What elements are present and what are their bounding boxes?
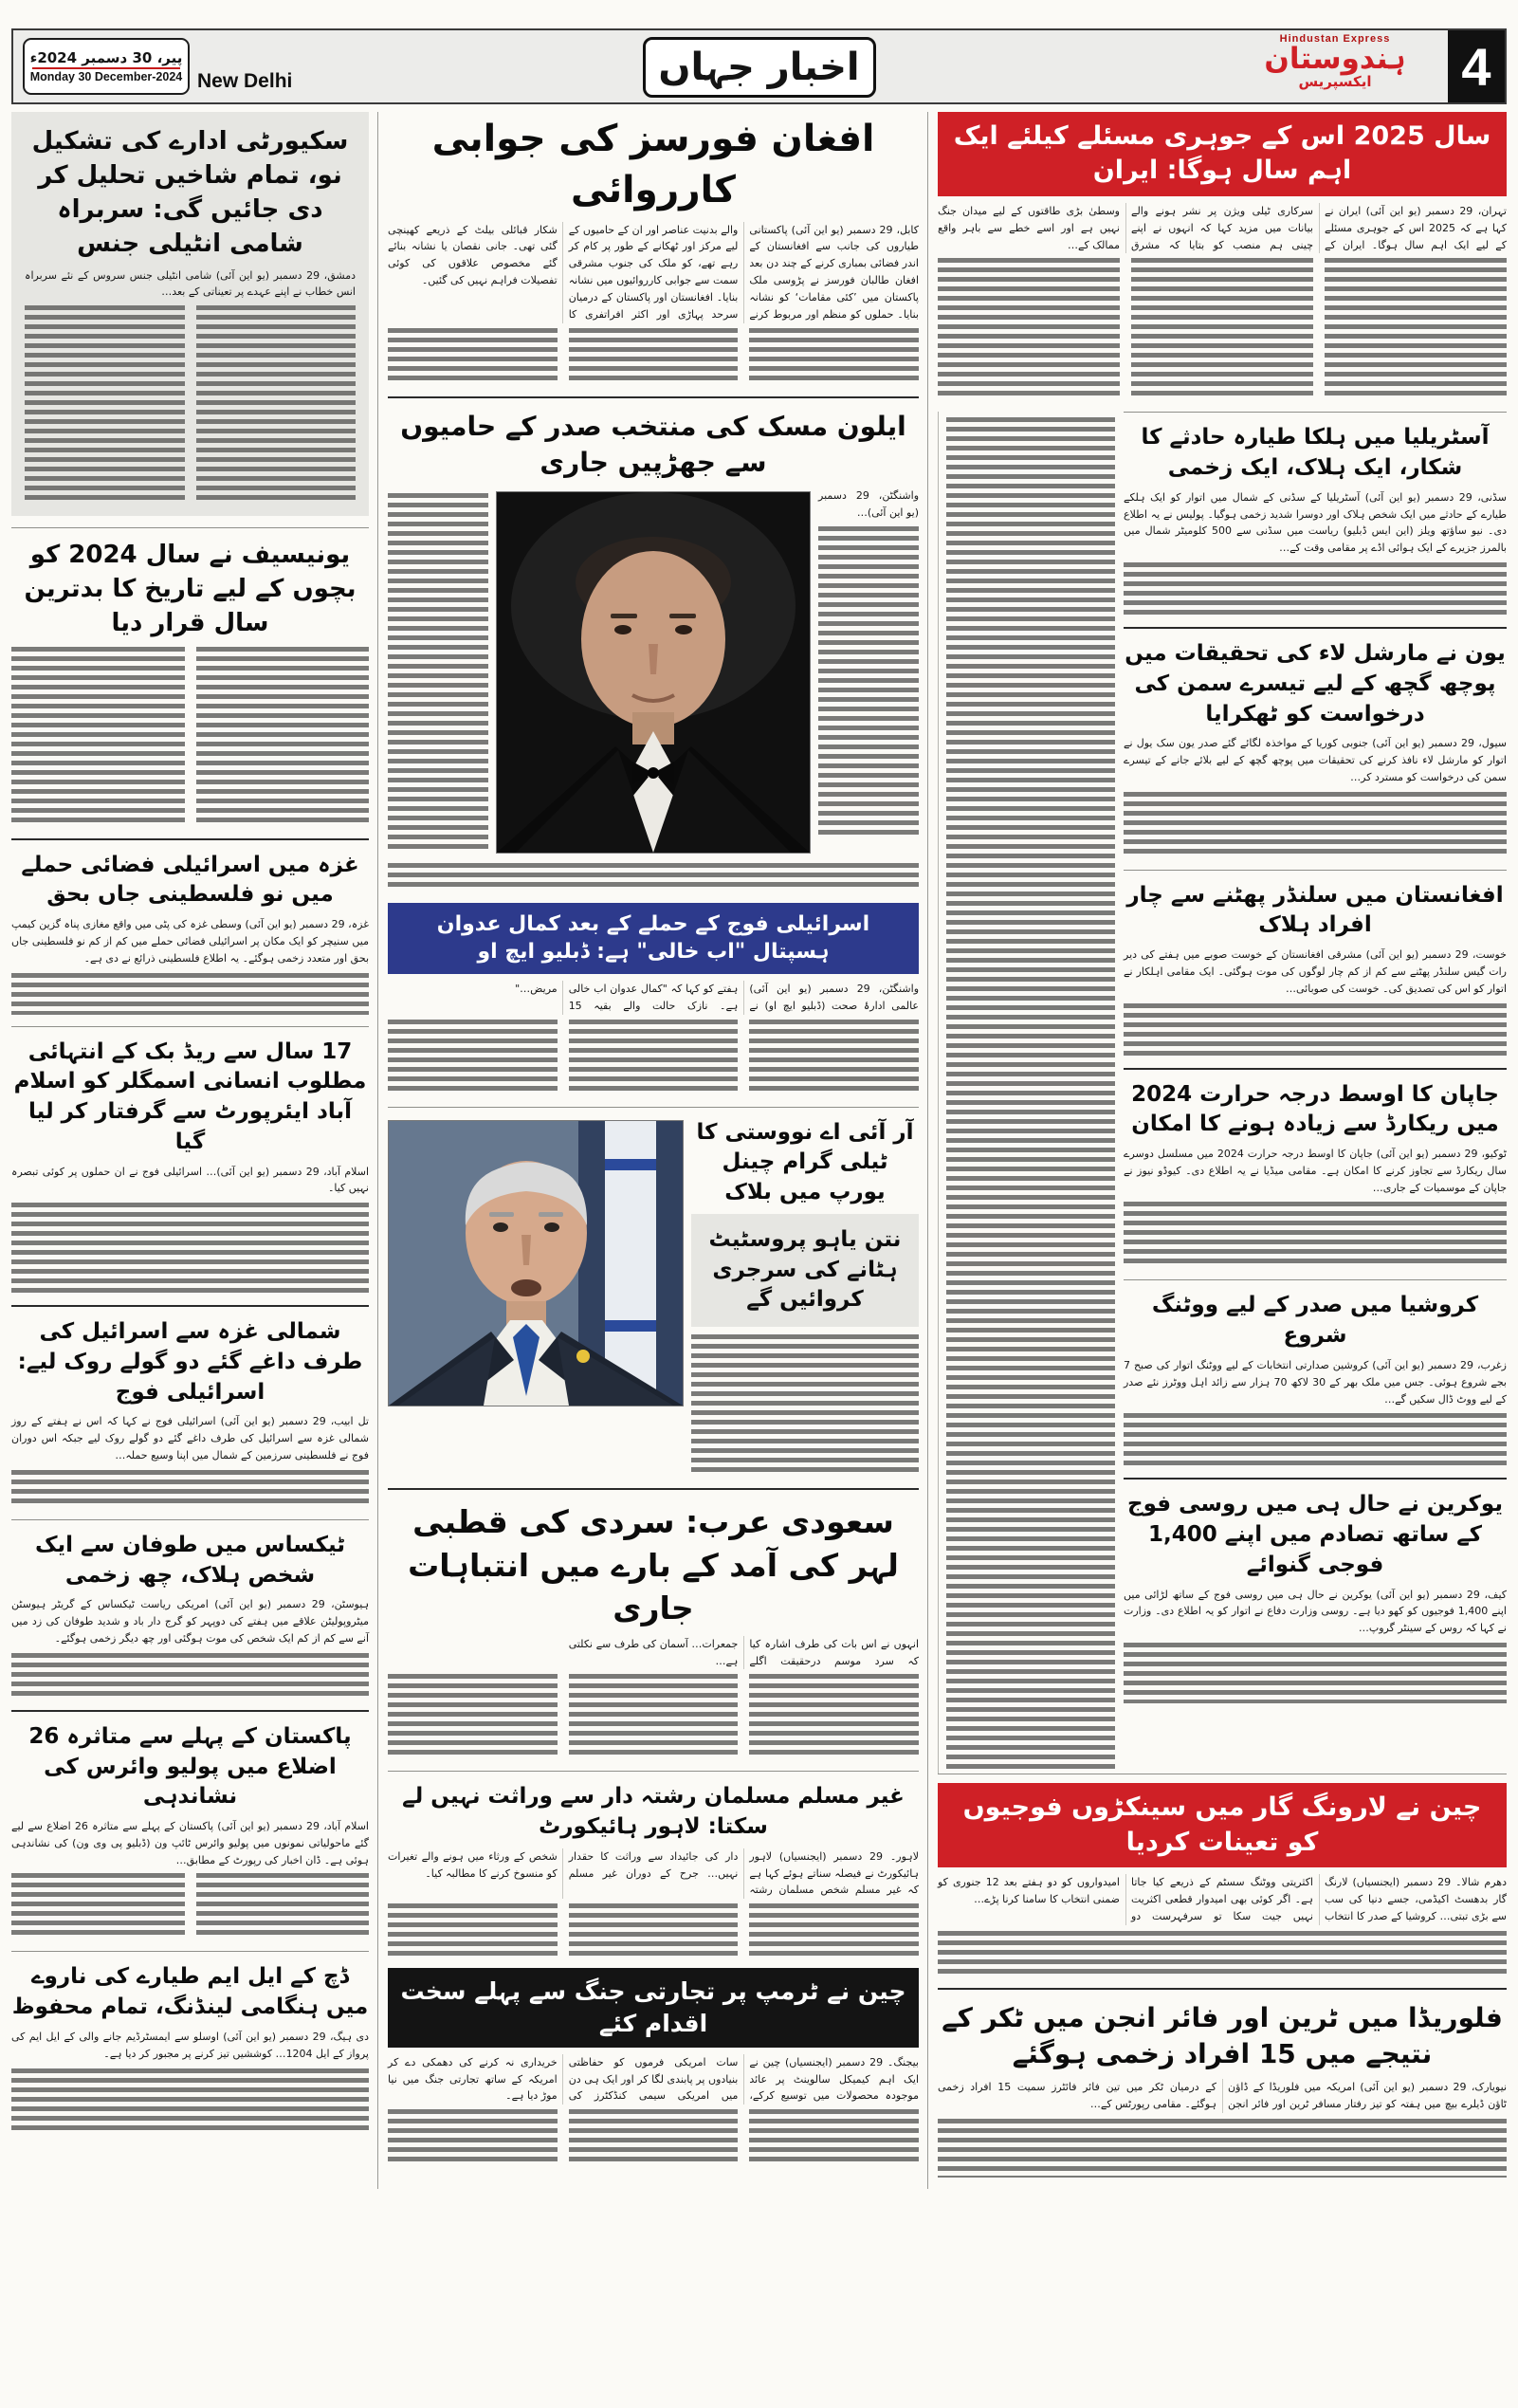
- article-unicef: [11, 527, 369, 827]
- article-cylinder: [1124, 870, 1507, 1057]
- article-lahore: [388, 1771, 919, 1957]
- article-japan: [1124, 1068, 1507, 1269]
- article-klm-lead: دی ہیگ، 29 دسمبر (یو این آئی) اوسلو سے ایمسٹرڈیم جانے والی کے ایل ایم کی پرواز کے ایل 1204… کوششیں تیز کرنے پر مجبور کر دیا ہے۔: [11, 2030, 369, 2060]
- article-musk: [388, 396, 919, 892]
- article-ria-headline: آر آئی اے نووستی کا ٹیلی گرام چینل یورپ میں بلاک: [696, 1119, 914, 1205]
- article-texas-lead: ہیوسٹن، 29 دسمبر (یو این آئی) امریکی ریاست ٹیکساس کے گریٹر ہیوسٹن میٹروپولیٹن علاقے میں ہفتے کی دوپہر کو گرج دار باد و شدید طوفان کی زد میں آنے سے کم از کم ایک شخص کی موت ہوگئی اور چھ دیگر زخمی ہوگئے۔: [11, 1598, 370, 1645]
- article-australia: [1124, 412, 1507, 616]
- article-texas: [11, 1519, 369, 1699]
- article-smuggler-lead: اسلام آباد، 29 دسمبر (یو این آئی)… اسرائیلی فوج نے ان حملوں پر کوئی تبصرہ نہیں کیا۔: [11, 1165, 370, 1195]
- right-inner-strip: [938, 412, 1115, 1774]
- article-syria-lead: دمشق، 29 دسمبر (یو این آئی) شامی انٹیلی جنس سروس کے نئے سربراہ انس خطاب نے اپنے عہدے پر تعیناتی کے بعد…: [25, 268, 356, 299]
- article-gaza-strike: [11, 838, 369, 1015]
- article-gaza-strike-headline: غزہ میں اسرائیلی فضائی حملے میں نو فلسطینی جاں بحق: [21, 852, 359, 908]
- article-musk-layout: [388, 487, 919, 857]
- article-lahore-headline: غیر مسلم مسلمان رشتہ دار سے وراثت نہیں لے سکتا: لاہور ہائیکورٹ: [402, 1784, 905, 1840]
- article-netanyahu-layout: [388, 1116, 919, 1477]
- article-musk-col-right: [818, 487, 919, 840]
- article-larung: [938, 1774, 1507, 1976]
- article-iran-lead: تہران، 29 دسمبر (یو این آئی) ایران نے کہا ہے کہ 2025 اس کے جوہری مسئلے کے لیے ایک اہم سال ہوگا۔ ایران کے سرکاری ٹیلی ویژن پر نشر ہونے والے بیانات میں مزید کہا کہ انہوں نے اپنے چینی ہم منصب کو بتایا کہ مشرق وسطیٰ بڑی طاقتوں کے لیے میدان جنگ نہیں ہے اور اسے خطے سے باہر واقع ممالک کے…: [938, 204, 1507, 251]
- column-left: [11, 112, 378, 2189]
- date-english: Monday 30 December-2024: [29, 70, 183, 83]
- column-right: [938, 112, 1507, 2189]
- article-polio-lead: اسلام آباد، 29 دسمبر (یو این آئی) پاکستان کے پہلے سے متاثرہ 26 اضلاع سے لیے گئے ماحولیاتی نمونوں میں پولیو وائرس ٹائپ ون (ڈبلیو پی وی ون) کی نشاندہی ہوئی ہے۔ ڈان اخبار کی رپورٹ کے مطابق…: [11, 1819, 369, 1866]
- article-croatia-headline: کروشیا میں صدر کے لیے ووٹنگ شروع: [1151, 1293, 1479, 1349]
- article-afghan-body: [388, 328, 919, 385]
- article-australia-lead: سڈنی، 29 دسمبر (یو این آئی) آسٹریلیا کے سڈنی کے شمال میں اتوار کو ایک ہلکے طیارے کے حادثے میں ایک شخص ہلاک اور دوسرا شدید زخمی ہوگیا۔ پولیس نے یہ اطلاع دی۔ نیو ساؤتھ ویلز (این ایس ڈبلیو) ریاست میں سڈنی سے 500 کلومیٹر شمال میں بالمرز جزیرے کے ایک ہوائی اڈے پر مقامی وقت کے…: [1124, 490, 1507, 555]
- article-who-hospital: [388, 903, 919, 1095]
- article-texas-headline: ٹیکساس میں طوفان سے ایک شخص ہلاک، چھ زخمی: [34, 1532, 346, 1588]
- article-florida-headline: فلوریڈا میں ٹرین اور فائر انجن میں ٹکر کے نتیجے میں 15 افراد زخمی ہوگئے: [942, 2001, 1503, 2070]
- newspaper-brand: [1235, 33, 1435, 89]
- article-netanyahu-text: [691, 1116, 919, 1477]
- article-cylinder-lead: خوست، 29 دسمبر (یو این آئی) مشرقی افغانستان کے خوست صوبے میں ہفتے کی دیر رات گیس سلنڈر پھٹنے سے کم از کم چار لوگوں کی موت ہوگئی۔ ایک مقامی اہلکار نے اتوار کو اس کی تصدیق کی۔ خوست کی صوبائی…: [1124, 948, 1507, 995]
- article-ukraine-lead: کیف، 29 دسمبر (یو این آئی) یوکرین نے حال ہی میں روسی فوج کے ساتھ لڑائی میں اپنے 1,400 فوجیوں کو کھو دیا ہے۔ روسی وزارت دفاع نے اتوار کو یہ اطلاع دی۔ وزارت نے کہا کہ روس کے سینٹر گروپ…: [1124, 1588, 1507, 1635]
- article-afghan: [388, 114, 919, 385]
- page-header: [11, 28, 1507, 104]
- column-center: [388, 112, 928, 2189]
- article-australia-headline: آسٹریلیا میں ہلکا طیارہ حادثے کا شکار، ایک ہلاک، ایک زخمی: [1141, 425, 1490, 481]
- brand-urdu-sub: ایکسپریس: [1298, 72, 1372, 90]
- article-saudi: [388, 1488, 919, 1759]
- article-saudi-headline: سعودی عرب: سردی کی قطبی لہر کی آمد کے بارے میں انتباہات جاری: [408, 1503, 899, 1627]
- elon-musk-photo: [496, 491, 811, 854]
- article-netanyahu-headline: نتن یاہو پروسٹیٹ ہٹانے کی سرجری کروائیں گے: [691, 1214, 919, 1327]
- content-grid: [11, 112, 1507, 2189]
- article-syria-headline: سکیورٹی ادارے کی تشکیل نو، تمام شاخیں تحلیل کر دی جائیں گی: سربراہ شامی انٹیلی جنس: [31, 127, 349, 258]
- article-florida-lead: نیویارک، 29 دسمبر (یو این آئی) امریکہ میں فلوریڈا کے ڈاؤن ٹاؤن ڈیلرے بیچ میں ہفتہ کو تیز رفتار مسافر ٹرین اور فائر انجن کے درمیان ٹکر میں تین فائر فائٹرز سمیت 15 افراد زخمی ہوگئے۔ مقامی رپورٹس کے…: [938, 2080, 1507, 2110]
- article-gaza-shells-headline: شمالی غزہ سے اسرائیل کی طرف داغے گئے دو گولے روک لیے: اسرائیلی فوج: [17, 1319, 363, 1405]
- article-afghan-lead: کابل، 29 دسمبر (یو این آئی) پاکستانی طیاروں کی جانب سے افغانستان کے اندر فضائی بمباری کرنے کے چند دن بعد افغان طالبان فورسز نے پڑوسی ملک پاکستان میں ’کئی مقامات‘ کو نشانہ بنایا۔ حملوں کو منظم اور مربوط کرنے والے بدنیت عناصر اور ان کے حامیوں کے لیے مرکز اور ٹھکانے کے طور پر کام کر رہے تھے، کو ملک کی جنوب مشرقی سمت سے جوابی کارروائیوں میں نشانہ بنایا۔ افغانستان اور پاکستان کے درمیان سرحد پہاڑی اور اکثر افراتفری کا شکار قبائلی بیلٹ کے ذریعے کھینچی گئی تھی۔ جانی نقصان یا نشانہ بنائے گئے مخصوص علاقوں کی کوئی تفصیلات فراہم نہیں کی گئیں۔: [388, 223, 919, 321]
- article-croatia: [1124, 1279, 1507, 1466]
- date-urdu: پیر، 30 دسمبر 2024ء: [29, 49, 183, 66]
- article-cylinder-headline: افغانستان میں سلنڈر پھٹنے سے چار افراد ہلاک: [1126, 882, 1504, 938]
- article-iran-body: [938, 258, 1507, 400]
- article-saudi-lead: انہوں نے اس بات کی طرف اشارہ کیا کہ سرد موسم درحقیقت اگلے جمعرات… آسمان کی طرف سے نکلتی ہے…: [568, 1637, 919, 1667]
- article-larung-lead: دھرم شالا۔ 29 دسمبر (ایجنسیاں) لارنگ گار بدھسٹ اکیڈمی، جسے دنیا کی سب سے بڑی تبتی… کروشیا کے صدر کا انتخاب اکثریتی ووٹنگ سسٹم کے ذریعے کیا جاتا ہے۔ اگر کوئی بھی امیدوار قطعی اکثریت نہیں جیت سکا تو سرفہرست دو امیدواروں کو دو ہفتے بعد 12 جنوری کو ضمنی انتخاب کا سامنا کرنا پڑے…: [938, 1876, 1507, 1922]
- article-gaza-shells: [11, 1305, 369, 1508]
- article-polio-headline: پاکستان کے پہلے سے متاثرہ 26 اضلاع میں پولیو وائرس کی نشاندہی: [28, 1723, 352, 1810]
- article-yoon-headline: یون نے مارشل لاء کی تحقیقات میں پوچھ گچھ کے لیے تیسرے سمن کی درخواست کو ٹھکرایا: [1125, 641, 1506, 726]
- article-china-trump-lead: بیجنگ۔ 29 دسمبر (ایجنسیاں) چین نے ایک اہم کیمیکل سالوینٹ پر عائد موجودہ محصولات میں توسیع کرکے، سات امریکی فرموں کو حفاظتی بنیادوں پر پابندی لگا کر اور ایک ہی دن میں امریکی سیمی کنڈکٹرز کی خریداری نہ کرنے کی دھمکی دے کر امریکہ کے ساتھ تجارتی جنگ میں نیا موڑ دیا ہے۔: [388, 2055, 919, 2103]
- article-smuggler: [11, 1026, 369, 1295]
- article-ukraine-headline: یوکرین نے حال ہی میں روسی فوج کے ساتھ تصادم میں اپنے 1,400 فوجی گنوائے: [1127, 1492, 1503, 1577]
- brand-english: Hindustan Express: [1279, 33, 1391, 45]
- article-afghan-headline: افغان فورسز کی جوابی کارروائی: [431, 118, 875, 211]
- article-musk-headline: ایلون مسک کی منتخب صدر کے حامیوں سے جھڑپیں جاری: [400, 410, 906, 479]
- article-who-hospital-headline: اسرائیلی فوج کے حملے کے بعد کمال عدوان ہسپتال "اب خالی" ہے: ڈبلیو ایچ او: [388, 903, 919, 974]
- article-iran: [938, 112, 1507, 400]
- brand-urdu: ہندوستان: [1264, 42, 1406, 76]
- newspaper-page: [0, 28, 1518, 2408]
- article-gaza-strike-lead: غزہ، 29 دسمبر (یو این آئی) وسطی غزہ کی پٹی میں واقع مغازی پناہ گزین کیمپ میں سنیچر کو ایک مکان پر اسرائیلی فضائی حملے میں کم از کم نو فلسطینی جاں بحق اور متعدد زخمی ہوگئے۔ یہ اطلاع فلسطینی ذرائع نے دی ہے۔: [11, 918, 369, 965]
- article-klm: [11, 1951, 369, 2134]
- right-inner-wrap: [938, 412, 1507, 1774]
- netanyahu-photo: [388, 1120, 684, 1406]
- right-outer-stack: [1124, 412, 1507, 1774]
- article-japan-lead: ٹوکیو، 29 دسمبر (یو این آئی) جاپان کا اوسط درجہ حرارت 2024 میں مسلسل دوسرے سال ریکارڈ سے تجاوز کرنے کا امکان ہے۔ مقامی میڈیا نے یہ اطلاع دی۔ کیوڈو نیوز نے جاپان کے موسمیات کے جاری…: [1124, 1148, 1507, 1194]
- article-yoon-lead: سیول، 29 دسمبر (یو این آئی) جنوبی کوریا کے مواخذہ لگائے گئے صدر یون سک یول نے اتوار کو مارشل لاء نافذ کرنے کی تحقیقات میں پوچھ گچھ کے لیے بلائے جانے کے تیسرے سمن کی درخواست کو مسترد کر…: [1124, 737, 1508, 783]
- article-netanyahu: [388, 1107, 919, 1477]
- article-croatia-lead: زغرب، 29 دسمبر (یو این آئی) کروشین صدارتی انتخابات کے لیے ووٹنگ اتوار کی صبح 7 بجے شروع ہوئی۔ جس میں ملک بھر کے 30 لاکھ 70 ہزار سے زائد اہل ووٹرز نئے صدر کے لیے ووٹ ڈال سکیں گے…: [1124, 1358, 1507, 1406]
- article-klm-headline: ڈچ کے ایل ایم طیارے کی ناروے میں ہنگامی لینڈنگ، تمام محفوظ: [11, 1964, 369, 2020]
- date-box: [23, 38, 190, 95]
- article-musk-lead: واشنگٹن، 29 دسمبر (یو این آئی)…: [818, 488, 919, 519]
- article-syria: [11, 112, 369, 516]
- article-smuggler-headline: 17 سال سے ریڈ بک کے انتہائی مطلوب انسانی اسمگلر کو اسلام آباد ایئرپورٹ سے گرفتار کر لیا گیا: [13, 1039, 367, 1154]
- article-yoon: [1124, 627, 1507, 858]
- article-china-trump-headline: چین نے ٹرمپ پر تجارتی جنگ سے پہلے سخت اقدام کئے: [388, 1968, 919, 2048]
- article-iran-headline: سال 2025 اس کے جوہری مسئلے کیلئے ایک اہم سال ہوگا: ایران: [938, 112, 1507, 196]
- article-japan-headline: جاپان کا اوسط درجہ حرارت 2024 میں ریکارڈ سے زیادہ ہونے کا امکان: [1131, 1081, 1499, 1137]
- page-number: 4: [1448, 30, 1505, 102]
- article-musk-col-left: [388, 487, 488, 852]
- article-florida: [938, 1988, 1507, 2178]
- section-masthead: اخبار جہاں: [643, 37, 876, 98]
- city-name: New Delhi: [197, 70, 293, 92]
- article-gaza-shells-lead: تل ابیب، 29 دسمبر (یو این آئی) اسرائیلی فوج نے کہا کہ اس نے ہفتے کے روز شمالی غزہ سے اسرائیل کی طرف داغے گئے دو گولے روک لیے جبکہ اس دوران فوج نے فلسطینی سرزمین کے شمال میں اپنا وسیع حملہ…: [11, 1415, 369, 1462]
- article-who-hospital-lead: واشنگٹن، 29 دسمبر (یو این آئی) عالمی ادارۂ صحت (ڈبلیو ایچ او) نے ہفتے کو کہا کہ "کمال عدوان اب خالی ہے۔ نازک حالت والے بقیہ 15 مریض…": [515, 983, 919, 1012]
- date-divider: [32, 67, 180, 69]
- article-china-trump: [388, 1968, 919, 2166]
- article-ukraine: [1124, 1478, 1507, 1703]
- article-unicef-headline: یونیسیف نے سال 2024 کو بچوں کے لیے تاریخ کا بدترین سال قرار دیا: [24, 541, 357, 637]
- article-polio: [11, 1710, 369, 1940]
- article-larung-headline: چین نے لارونگ گار میں سینکڑوں فوجیوں کو تعینات کردیا: [938, 1783, 1507, 1867]
- article-lahore-lead: لاہور۔ 29 دسمبر (ایجنسیاں) لاہور ہائیکورٹ نے فیصلہ سناتے ہوئے کہا ہے کہ غیر مسلم شخص مسلمان رشتہ دار کی جائیداد سے وراثت کا حقدار نہیں… جرح کے دوران غیر مسلم شخص کے ورثاء میں ہونے والے تغیرات کو منسوخ کرنے کا مطالبہ کیا۔: [388, 1849, 919, 1897]
